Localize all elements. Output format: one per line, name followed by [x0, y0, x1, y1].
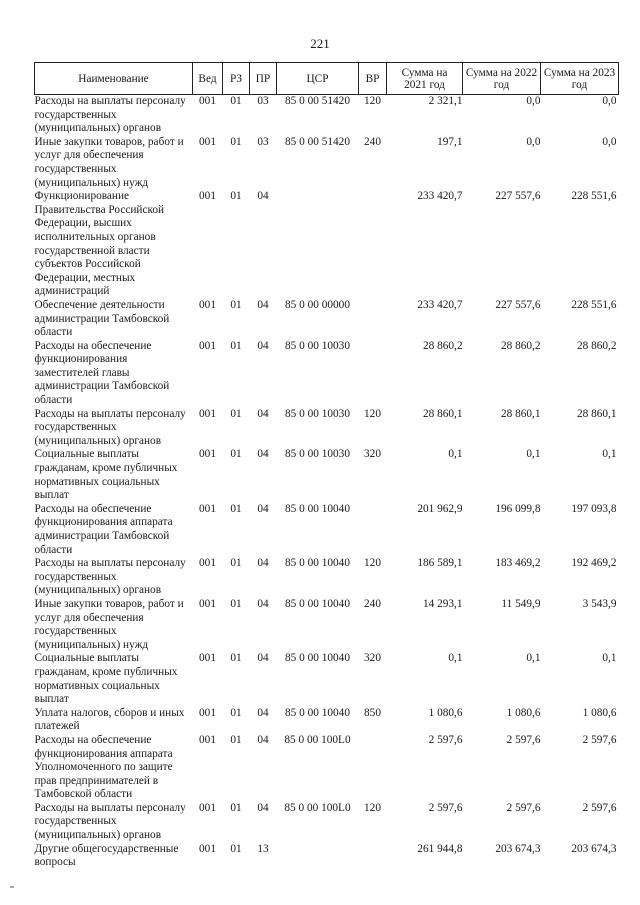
row-ved: 001	[199, 801, 216, 814]
row-pr: 04	[257, 190, 269, 203]
row-ved: 001	[199, 407, 216, 420]
row-sum-2023: 228 551,6	[571, 298, 617, 311]
row-sum-2022: 227 557,6	[495, 190, 541, 203]
row-rz: 01	[230, 190, 242, 203]
row-sum-2022: 0,0	[526, 95, 541, 107]
header-sum-2021: Сумма на 2021 год	[387, 63, 463, 95]
table-body	[35, 95, 619, 870]
row-rz: 01	[230, 95, 242, 107]
row-sum-2022: 0,1	[526, 652, 541, 665]
row-rz: 01	[230, 135, 242, 148]
row-sum-2023: 28 860,2	[576, 339, 617, 352]
budget-table	[34, 62, 619, 870]
table-row	[35, 299, 619, 340]
row-sum-2021: 201 962,9	[417, 502, 463, 515]
row-sum-2023: 2 597,6	[582, 733, 617, 746]
row-sum-2022: 227 557,6	[495, 298, 541, 311]
table-row	[35, 136, 619, 190]
row-ved: 001	[199, 652, 216, 665]
row-vr	[359, 843, 387, 870]
row-ved: 001	[199, 706, 216, 719]
row-pr: 04	[257, 557, 269, 570]
row-pr: 03	[257, 95, 269, 107]
row-csr: 85 0 00 10040	[285, 706, 350, 719]
row-sum-2023: 203 674,3	[571, 842, 617, 855]
row-csr: 85 0 00 100L0	[284, 801, 351, 814]
row-name: Расходы на обеспечение функционирования аппарата Уполномоченного по защите прав предпринимателей в Тамбовской области	[34, 733, 173, 801]
row-pr: 04	[257, 597, 269, 610]
row-sum-2021: 233 420,7	[417, 190, 463, 203]
row-sum-2021: 186 589,1	[417, 557, 463, 570]
page-number: 221	[310, 36, 330, 51]
row-rz: 01	[230, 407, 242, 420]
row-vr: 850	[364, 706, 381, 719]
row-name: Социальные выплаты гражданам, кроме публичных нормативных социальных выплат	[34, 652, 178, 706]
row-sum-2021: 2 597,6	[428, 801, 463, 814]
row-vr: 320	[364, 652, 381, 665]
row-pr: 04	[257, 298, 269, 311]
row-csr: 85 0 00 10030	[285, 339, 350, 352]
row-vr: 120	[364, 557, 381, 570]
row-sum-2022: 196 099,8	[495, 502, 541, 515]
row-pr: 04	[257, 339, 269, 352]
row-sum-2022: 203 674,3	[495, 842, 541, 855]
row-sum-2022: 183 469,2	[495, 557, 541, 570]
row-name: Обеспечение деятельности администрации Тамбовской области	[34, 298, 170, 339]
row-sum-2022: 2 597,6	[506, 733, 541, 746]
row-csr: 85 0 00 10040	[285, 502, 350, 515]
row-sum-2022: 28 860,2	[500, 339, 541, 352]
row-pr: 04	[257, 801, 269, 814]
row-sum-2023: 0,1	[602, 652, 617, 665]
row-pr: 04	[257, 733, 269, 746]
table-row	[35, 802, 619, 843]
row-ved: 001	[199, 95, 216, 107]
row-sum-2021: 261 944,8	[417, 842, 463, 855]
row-name: Расходы на выплаты персоналу государственных (муниципальных) органов	[34, 557, 186, 597]
row-rz: 01	[230, 502, 242, 515]
row-csr	[277, 843, 359, 870]
row-sum-2022: 0,0	[526, 135, 541, 148]
row-sum-2021: 2 321,1	[428, 95, 463, 107]
row-pr: 03	[257, 135, 269, 148]
row-name: Социальные выплаты гражданам, кроме публичных нормативных социальных выплат	[34, 448, 178, 502]
table-row	[35, 843, 619, 870]
row-csr: 85 0 00 51420	[285, 95, 350, 107]
row-name: Расходы на выплаты персоналу государственных (муниципальных) органов	[34, 801, 186, 842]
row-csr: 85 0 00 10040	[285, 652, 350, 665]
row-sum-2023: 2 597,6	[582, 801, 617, 814]
row-ved: 001	[199, 733, 216, 746]
row-rz: 01	[230, 339, 242, 352]
row-name: Расходы на обеспечение функционирования заместителей главы администрации Тамбовской области	[34, 339, 170, 407]
row-ved: 001	[199, 339, 216, 352]
table-row	[35, 557, 619, 598]
row-vr: 120	[364, 801, 381, 814]
row-csr	[277, 190, 359, 299]
row-sum-2023: 0,0	[602, 135, 617, 148]
row-sum-2023: 0,1	[602, 448, 617, 461]
row-rz: 01	[230, 842, 242, 855]
row-vr	[359, 299, 387, 340]
row-csr: 85 0 00 10030	[285, 448, 350, 461]
row-csr: 85 0 00 00000	[285, 298, 350, 311]
row-sum-2022: 28 860,1	[500, 407, 541, 420]
row-ved: 001	[199, 597, 216, 610]
row-ved: 001	[199, 842, 216, 855]
row-rz: 01	[230, 706, 242, 719]
row-ved: 001	[199, 190, 216, 203]
table-row	[35, 707, 619, 734]
table-row	[35, 652, 619, 706]
row-sum-2021: 14 293,1	[422, 597, 463, 610]
row-name: Уплата налогов, сборов и иных платежей	[34, 706, 185, 733]
header-sum-2023: Сумма на 2023 год	[541, 63, 619, 95]
row-vr: 240	[364, 597, 381, 610]
header-pr: ПР	[250, 63, 277, 95]
table-row	[35, 503, 619, 557]
header-ved: Вед	[193, 63, 223, 95]
row-rz: 01	[230, 557, 242, 570]
row-pr: 13	[257, 842, 269, 855]
row-ved: 001	[199, 135, 216, 148]
row-sum-2022: 0,1	[526, 448, 541, 461]
row-sum-2021: 233 420,7	[417, 298, 463, 311]
table-row	[35, 448, 619, 502]
header-rz: РЗ	[223, 63, 250, 95]
table-row	[35, 408, 619, 449]
row-ved: 001	[199, 557, 216, 570]
table-row	[35, 340, 619, 408]
row-sum-2022: 1 080,6	[506, 706, 541, 719]
header-csr: ЦСР	[277, 63, 359, 95]
row-sum-2021: 28 860,1	[422, 407, 463, 420]
row-csr: 85 0 00 10040	[285, 597, 350, 610]
row-sum-2021: 0,1	[448, 652, 463, 665]
row-ved: 001	[199, 448, 216, 461]
row-sum-2021: 28 860,2	[422, 339, 463, 352]
row-sum-2023: 28 860,1	[576, 407, 617, 420]
row-name: Расходы на обеспечение функционирования аппарата администрации Тамбовской области	[34, 502, 173, 556]
header-vr: ВР	[359, 63, 387, 95]
row-pr: 04	[257, 652, 269, 665]
row-vr: 320	[364, 448, 381, 461]
row-sum-2023: 3 543,9	[582, 597, 617, 610]
row-sum-2022: 2 597,6	[506, 801, 541, 814]
row-pr: 04	[257, 502, 269, 515]
row-rz: 01	[230, 652, 242, 665]
row-sum-2023: 1 080,6	[582, 706, 617, 719]
row-sum-2021: 197,1	[437, 135, 463, 148]
row-vr	[359, 190, 387, 299]
row-name: Иные закупки товаров, работ и услуг для обеспечения государственных (муниципальных) нужд	[34, 135, 184, 189]
row-rz: 01	[230, 448, 242, 461]
row-rz: 01	[230, 801, 242, 814]
row-sum-2021: 0,1	[448, 448, 463, 461]
row-pr: 04	[257, 407, 269, 420]
row-vr	[359, 340, 387, 408]
row-vr: 120	[364, 95, 381, 107]
row-name: Иные закупки товаров, работ и услуг для обеспечения государственных (муниципальных) нужд	[34, 597, 184, 651]
row-vr: 120	[364, 407, 381, 420]
header-name: Наименование	[35, 63, 193, 95]
row-rz: 01	[230, 298, 242, 311]
row-ved: 001	[199, 502, 216, 515]
row-sum-2023: 197 093,8	[571, 502, 617, 515]
row-rz: 01	[230, 597, 242, 610]
row-sum-2021: 2 597,6	[428, 733, 463, 746]
row-ved: 001	[199, 298, 216, 311]
row-vr	[359, 734, 387, 802]
row-sum-2023: 192 469,2	[571, 557, 617, 570]
table-row	[35, 734, 619, 802]
row-csr: 85 0 00 100L0	[284, 733, 351, 746]
row-pr: 04	[257, 448, 269, 461]
row-csr: 85 0 00 51420	[285, 135, 350, 148]
row-csr: 85 0 00 10040	[285, 557, 350, 570]
row-sum-2022: 11 549,9	[501, 597, 541, 610]
row-vr	[359, 503, 387, 557]
row-name: Расходы на выплаты персоналу государственных (муниципальных) органов	[34, 95, 186, 135]
row-pr: 04	[257, 706, 269, 719]
table-row	[35, 598, 619, 652]
row-name: Другие общегосударственные вопросы	[34, 842, 179, 869]
row-rz: 01	[230, 733, 242, 746]
scan-mark	[10, 886, 14, 888]
header-sum-2022: Сумма на 2022 год	[463, 63, 541, 95]
table-row	[35, 95, 619, 136]
row-vr: 240	[364, 135, 381, 148]
row-sum-2023: 0,0	[602, 95, 617, 107]
row-name: Расходы на выплаты персоналу государственных (муниципальных) органов	[34, 407, 186, 447]
row-sum-2023: 228 551,6	[571, 190, 617, 203]
table-header-row	[35, 63, 619, 95]
table-row	[35, 190, 619, 299]
row-sum-2021: 1 080,6	[428, 706, 463, 719]
row-csr: 85 0 00 10030	[285, 407, 350, 420]
row-name: Функционирование Правительства Российской Федерации, высших исполнительных органов государственной власти субъектов Российской Федерации, местных администраций	[34, 190, 165, 298]
